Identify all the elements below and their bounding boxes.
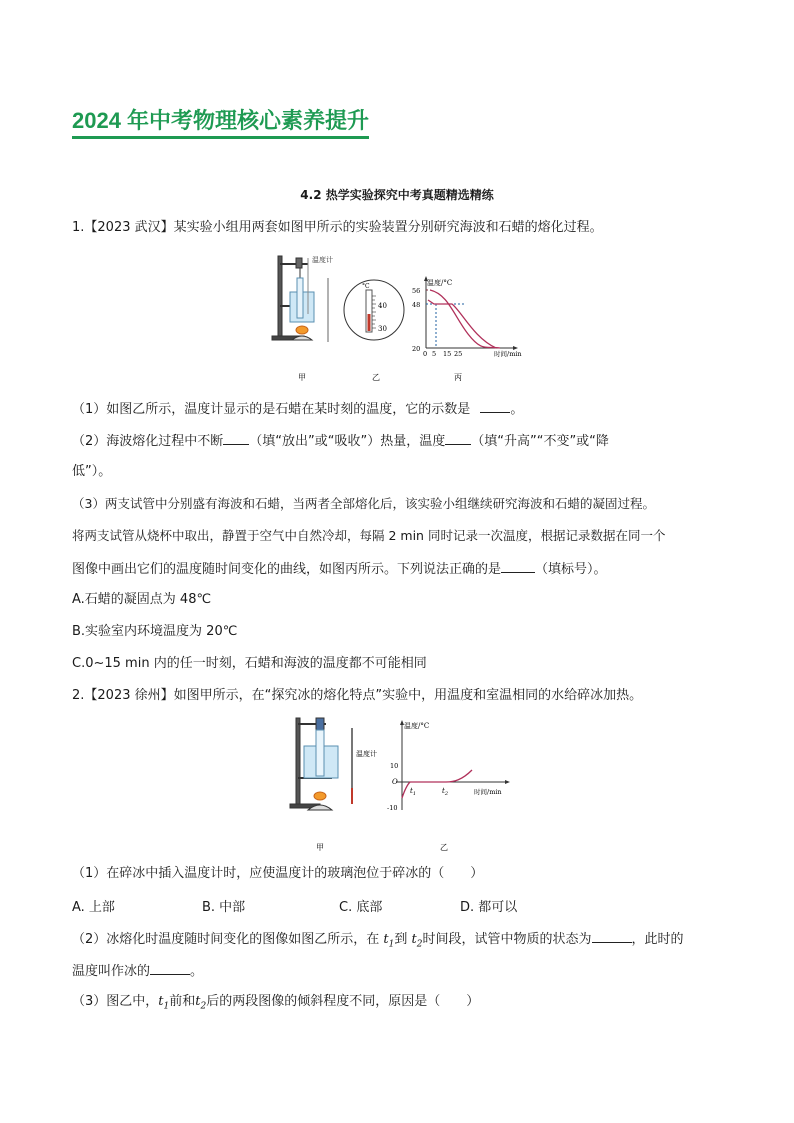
q2-part3-text: 后的两段图像的倾斜程度不同，原因是（ ） <box>206 994 480 1009</box>
q2-part2-text: （2）冰熔化时温度随时间变化的图像如图乙所示，在 <box>72 932 380 947</box>
q1-figure <box>268 248 528 384</box>
q1-chart-ytick: 56 <box>412 287 421 295</box>
q2-t1: $t_1$ <box>383 932 395 950</box>
q1-gauge-tick: 30 <box>378 325 387 333</box>
q2-part3-text: 前和 <box>169 994 196 1009</box>
q1-chart-ytick: 48 <box>412 301 421 309</box>
q1-option-c: C.0~15 min 内的任一时刻，石蜡和海波的温度都不可能相同 <box>72 656 427 671</box>
q2-option-b[interactable]: B. 中部 <box>202 900 246 915</box>
q2-thermometer-label: 温度计 <box>356 750 377 758</box>
q2-figure <box>286 714 516 854</box>
q1-part1-blank[interactable] <box>480 398 510 413</box>
q1-caption-yi: 乙 <box>372 373 380 382</box>
q1-chart-xtick: 5 <box>432 350 437 358</box>
q2-chart-title: 温度/°C <box>404 722 430 730</box>
q2-t2: $t_2$ <box>195 994 207 1012</box>
q2-thermometer <box>352 728 377 804</box>
q1-part2-text: （填“升高”“不变”或“降 <box>471 434 609 449</box>
q2-option-d[interactable]: D. 都可以 <box>460 900 518 915</box>
q2-part3 <box>72 992 732 1017</box>
q2-caption-yi: 乙 <box>440 843 448 852</box>
q2-part2-text: 时间段，试管中物质的状态为 <box>422 932 592 947</box>
q2-t2: $t_2$ <box>411 932 423 950</box>
q1-gauge-tick: 40 <box>378 302 387 310</box>
q1-chart-xtick: 15 <box>443 350 452 358</box>
q1-part3-blank[interactable] <box>501 558 535 573</box>
q1-part3-text: （填标号）。 <box>535 562 607 577</box>
q2-option-c[interactable]: C. 底部 <box>339 900 383 915</box>
q1-chart-ytick: 20 <box>412 345 421 353</box>
q1-part3-text: 图像中画出它们的温度随时间变化的曲线，如图丙所示。下列说法正确的是 <box>72 562 502 577</box>
q1-part2-cont: 低”）。 <box>72 464 112 479</box>
q1-caption-jia: 甲 <box>298 373 306 382</box>
q1-part2-text: （2）海波熔化过程中不断 <box>72 434 224 449</box>
q2-part2-text: ，此时的 <box>631 932 684 947</box>
q1-chart-xtick: 0 <box>423 350 428 358</box>
q2-option-a[interactable]: A. 上部 <box>72 900 115 915</box>
q2-stem: 2.【2023 徐州】如图甲所示，在“探究冰的熔化特点”实验中，用温度和室温相同的水给碎冰加热。 <box>72 688 643 703</box>
q2-apparatus <box>290 718 338 810</box>
q1-part2-blank-temp[interactable] <box>445 430 471 445</box>
q2-part1: （1）在碎冰中插入温度计时，应使温度计的玻璃泡位于碎冰的（ ） <box>72 866 484 881</box>
q1-chart <box>412 276 522 358</box>
q2-part2-text: 。 <box>190 964 204 979</box>
q2-chart-t1: $t_1$ <box>410 787 417 797</box>
q1-thermometer-label: 温度计 <box>312 256 333 264</box>
q1-stem: 1.【2023 武汉】某实验小组用两套如图甲所示的实验装置分别研究海波和石蜡的熔化过程。 <box>72 220 603 235</box>
q1-option-b: B.实验室内环境温度为 20℃ <box>72 624 238 639</box>
q2-options <box>72 896 732 916</box>
q2-chart-t2: $t_2$ <box>442 787 449 797</box>
q2-t1: $t_1$ <box>158 994 170 1012</box>
q1-part2-text: （填“放出”或“吸收”）热量，温度 <box>249 434 446 449</box>
page-banner: 2024 年中考物理核心素养提升 <box>72 104 369 139</box>
q1-caption-bing: 丙 <box>454 373 462 382</box>
q1-part1 <box>72 398 732 420</box>
q1-part1-end: 。 <box>510 402 524 417</box>
q1-part3-line3 <box>72 558 732 580</box>
q2-part2-cont <box>72 960 732 982</box>
q2-part2-text: 温度叫作冰的 <box>72 964 151 979</box>
q2-chart <box>387 720 510 812</box>
q2-part2 <box>72 928 732 955</box>
q1-curve-hypo <box>428 300 496 348</box>
q2-part2-text: 到 <box>394 932 408 947</box>
q1-part2 <box>72 430 732 452</box>
q1-chart-xlabel: 时间/min <box>494 350 522 358</box>
q2-chart-ytick: 10 <box>390 762 399 770</box>
q1-part3-line1: （3）两支试管中分别盛有海波和石蜡，当两者全部熔化后，该实验小组继续研究海波和石蜡的凝固过程。 <box>72 496 655 511</box>
q2-part3-text: （3）图乙中， <box>72 994 159 1009</box>
q1-chart-xtick: 25 <box>454 350 463 358</box>
section-title: 4.2 热学实验探究中考真题精选精练 <box>300 188 494 202</box>
q2-chart-ytick: -10 <box>387 804 398 812</box>
q1-gauge <box>328 278 404 342</box>
q2-chart-origin: O <box>392 778 398 786</box>
q2-part2-blank-state[interactable] <box>592 928 632 943</box>
q1-apparatus <box>272 256 314 340</box>
q2-caption-jia: 甲 <box>316 843 324 852</box>
q2-part2-blank-point[interactable] <box>150 960 190 975</box>
q2-chart-xlabel: 时间/min <box>474 788 502 796</box>
q1-chart-title: 温度/°C <box>427 279 453 287</box>
q1-gauge-unit: °C <box>362 283 370 290</box>
q1-option-a: A.石蜡的凝固点为 48℃ <box>72 592 212 607</box>
q1-part2-blank-heat[interactable] <box>223 430 249 445</box>
q1-part1-text: （1）如图乙所示，温度计显示的是石蜡在某时刻的温度，它的示数是 <box>72 402 471 417</box>
q1-part3-line2: 将两支试管从烧杯中取出，静置于空气中自然冷却，每隔 2 min 同时记录一次温度，根据记录数据在同一个 <box>72 528 666 543</box>
